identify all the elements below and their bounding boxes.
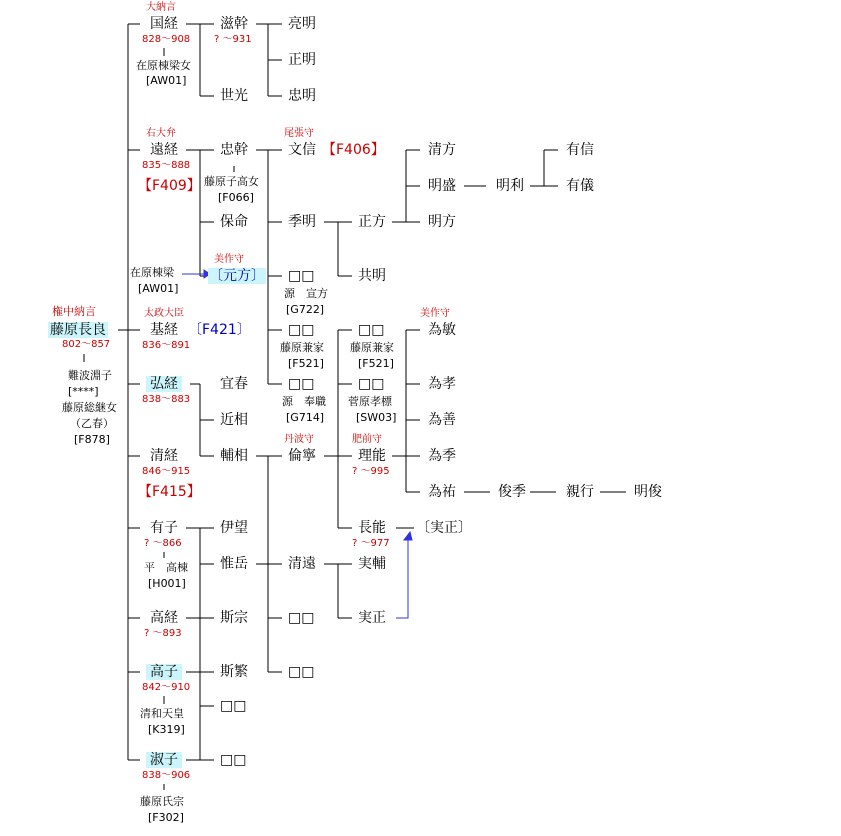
root-spouse1: 難波淵子 — [68, 369, 112, 382]
arinobu-name: 有信 — [566, 142, 594, 158]
masayoshi-name: 理能 — [358, 448, 386, 464]
fumizane-name: 文信 — [288, 142, 316, 158]
root-name: 藤原長良 — [50, 322, 106, 338]
unk8-name: □□ — [220, 698, 247, 714]
nagayoshi-years: ? ～977 — [352, 538, 390, 549]
fumizane-ref[interactable]: 【F406】 — [322, 142, 385, 158]
yasunori-name: 保命 — [220, 214, 248, 230]
chikaaki-name: 近相 — [220, 412, 248, 428]
sueakira-name: 季明 — [288, 214, 316, 230]
koretaka-name: 惟岳 — [220, 556, 248, 572]
ariko-spouse: 平 高棟 — [144, 561, 188, 574]
takaiko-spouse: 清和天皇 — [140, 707, 184, 720]
shimune-name: 斯宗 — [220, 610, 248, 626]
nagayoshi-name: 長能 — [358, 520, 386, 536]
yomitsu-name: 世光 — [220, 88, 248, 104]
kiyokata-name: 清方 — [428, 142, 456, 158]
kiyotoo-name: 清遠 — [288, 556, 316, 572]
tadaakira-name: 忠明 — [288, 88, 316, 104]
shukushi-years: 838～906 — [142, 770, 191, 781]
takaiko-name: 高子 — [146, 664, 182, 680]
chikayuki-name: 親行 — [566, 484, 594, 500]
toshisue-name: 俊季 — [498, 484, 526, 500]
mototsune-ref[interactable]: 〔F421〕 — [188, 322, 251, 338]
shukushi-name: 淑子 — [146, 752, 182, 768]
masayoshi-title: 肥前守 — [352, 434, 382, 445]
akitoshi2-name: 明俊 — [634, 484, 662, 500]
hirotsune-years: 838～883 — [142, 394, 191, 405]
unk1-name: □□ — [288, 268, 315, 284]
kiyotsune-years: 846～915 — [142, 466, 191, 477]
fumizane-title: 尾張守 — [284, 128, 314, 139]
ariko-years: ? ～866 — [144, 538, 182, 549]
unk3-name: □□ — [358, 322, 385, 338]
unk1-code: [G722] — [286, 303, 325, 316]
tootsune-years: 835～888 — [142, 160, 191, 171]
unk4-name: □□ — [288, 376, 315, 392]
unk5-name: □□ — [358, 376, 385, 392]
masaakira-name: 正明 — [288, 52, 316, 68]
takaiko-years: 842～910 — [142, 682, 191, 693]
arinori-name: 有儀 — [566, 178, 594, 194]
unk3-code: [F521] — [358, 357, 394, 370]
masayoshi-years: ? ～995 — [352, 466, 390, 477]
tadamoto-code: [F066] — [218, 191, 254, 204]
tamesuke-name: 為祐 — [428, 484, 456, 500]
kunitsune-name: 国経 — [150, 16, 178, 32]
unk6-name: □□ — [288, 610, 315, 626]
motokata-mother: 在原棟梁 — [130, 266, 174, 279]
root-years: 802～857 — [62, 339, 111, 350]
motokata-name[interactable]: 〔元方〕 — [209, 268, 265, 284]
unk2-code: [F521] — [288, 357, 324, 370]
mototsune-name: 基経 — [150, 322, 178, 338]
kiyotsune-name: 清経 — [150, 448, 178, 464]
tametaka-name: 為孝 — [428, 376, 456, 392]
kiyotsune-ref[interactable]: 【F415】 — [138, 484, 201, 500]
root-title: 権中納言 — [52, 305, 96, 318]
tootsune-title: 右大弁 — [146, 128, 176, 139]
root-spouse2-code: [F878] — [74, 433, 110, 446]
unk2-name: □□ — [288, 322, 315, 338]
unk4-line1: 源 奉職 — [282, 395, 326, 408]
kunitsune-title: 大納言 — [146, 2, 176, 13]
sanesuke-name: 実輔 — [358, 556, 386, 572]
shishige-name: 斯繁 — [220, 664, 248, 680]
mototsune-years: 836～891 — [142, 340, 191, 351]
takatsune-years: ? ～893 — [144, 628, 182, 639]
shigemoto-name: 滋幹 — [220, 16, 248, 32]
sanemasa-name: 実正 — [358, 610, 386, 626]
mototsune-title: 太政大臣 — [144, 308, 184, 319]
takaiko-code: [K319] — [148, 723, 185, 736]
unk4-code: [G714] — [286, 411, 325, 424]
akira-name: 亮明 — [288, 16, 316, 32]
unk5-code: [SW03] — [356, 411, 397, 424]
akimori-name: 明盛 — [428, 178, 456, 194]
tamenori-title: 美作守 — [420, 308, 450, 319]
tadamoto-spouse: 藤原子高女 — [204, 175, 259, 188]
unk5-line1: 菅原孝標 — [348, 395, 392, 408]
shukushi-code: [F302] — [148, 811, 184, 824]
unk7-name: □□ — [288, 664, 315, 680]
tomoyasu-title: 丹波守 — [284, 434, 314, 445]
kunitsune-years: 828～908 — [142, 34, 191, 45]
unk1-line1: 源 宣方 — [284, 287, 328, 300]
masakata-name: 正方 — [358, 214, 386, 230]
tadamoto-name: 忠幹 — [220, 142, 248, 158]
imochi-name: 伊望 — [220, 520, 248, 536]
akikata-name: 明方 — [428, 214, 456, 230]
shigemoto-years: ? ～931 — [214, 34, 252, 45]
root-spouse1-tag: [****] — [68, 385, 99, 398]
tamenori-name: 為敏 — [428, 322, 456, 338]
tootsune-name: 遠経 — [150, 142, 178, 158]
root-spouse2-alt: （乙春） — [70, 417, 114, 430]
tomoakira-name: 共明 — [358, 268, 386, 284]
ariko-code: [H001] — [148, 577, 186, 590]
root-spouse2: 藤原総継女 — [62, 401, 117, 414]
motokata-mother-code: [AW01] — [138, 282, 179, 295]
unk9-name: □□ — [220, 752, 247, 768]
yoshiharu-name: 宜春 — [220, 376, 248, 392]
sukeaki-name: 輔相 — [220, 448, 248, 464]
tameyoshi-name: 為善 — [428, 412, 456, 428]
sanemasa-bracket: 〔実正〕 — [416, 520, 472, 536]
shukushi-spouse: 藤原氏宗 — [140, 795, 184, 808]
ariko-name: 有子 — [150, 520, 178, 536]
tamesue-name: 為季 — [428, 448, 456, 464]
kunitsune-spouse: 在原棟梁女 — [136, 59, 191, 72]
takatsune-name: 高経 — [150, 610, 178, 626]
tootsune-ref[interactable]: 【F409】 — [138, 178, 201, 194]
unk2-line1: 藤原兼家 — [280, 341, 324, 354]
kunitsune-code: [AW01] — [146, 74, 187, 87]
unk3-line1: 藤原兼家 — [350, 341, 394, 354]
motokata-title: 美作守 — [214, 254, 244, 265]
akitoshi-name: 明利 — [496, 178, 524, 194]
hirotsune-name: 弘経 — [146, 376, 182, 392]
tomoyasu-name: 倫寧 — [288, 448, 316, 464]
